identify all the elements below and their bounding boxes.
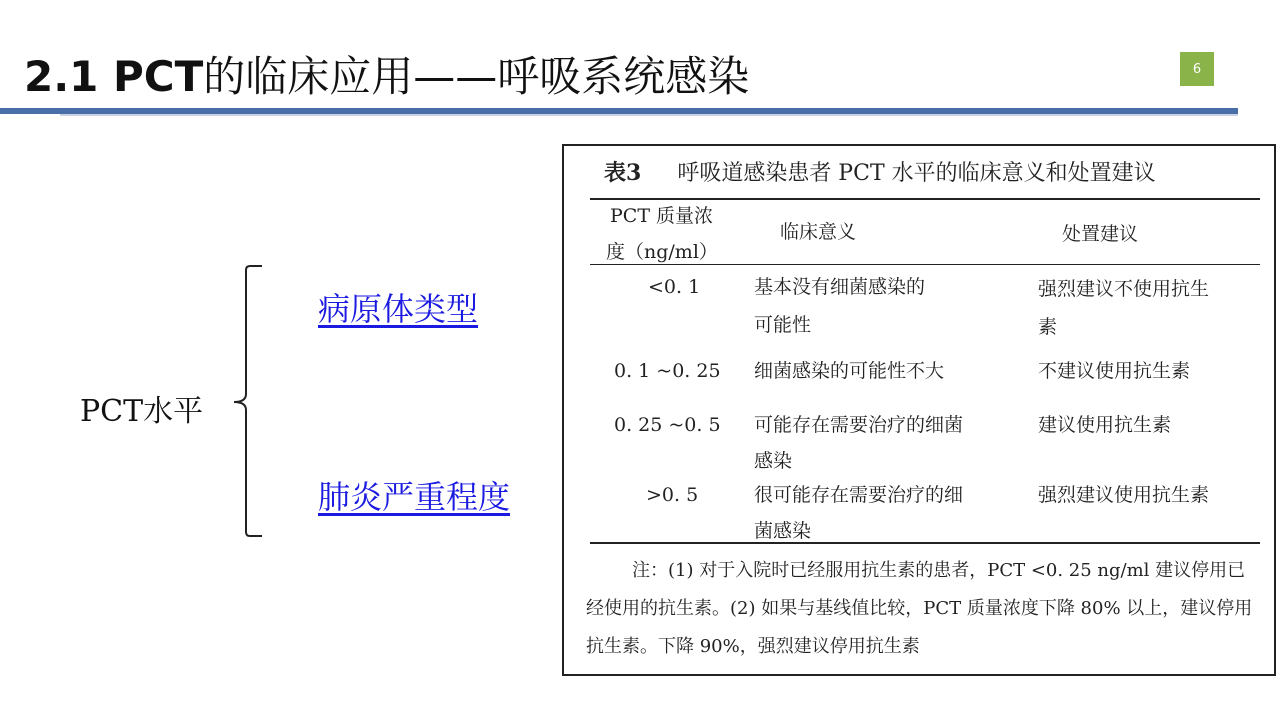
- header-col-range-line1: PCT 质量浓: [610, 205, 714, 227]
- table-caption-text: 呼吸道感染患者 PCT 水平的临床意义和处置建议: [677, 161, 1156, 186]
- table-bottom-rule: [590, 542, 1260, 544]
- brace-connector: [228, 262, 268, 542]
- slide-title-prefix: 2.1 PCT: [24, 52, 204, 101]
- page-number-badge: 6: [1180, 52, 1214, 86]
- row1-advice-line1: 强烈建议不使用抗生: [1038, 278, 1210, 300]
- row4-advice: 强烈建议使用抗生素: [1038, 484, 1210, 506]
- table-caption: [604, 156, 1156, 187]
- row2-meaning: 细菌感染的可能性不大: [754, 360, 945, 382]
- row2-range: 0. 1 ~0. 25: [614, 360, 721, 382]
- title-underline-shadow: [60, 114, 1238, 116]
- table-number: 表3: [604, 160, 642, 186]
- row4-meaning-line2: 菌感染: [754, 520, 812, 542]
- row3-meaning-line1: 可能存在需要治疗的细菌: [754, 414, 964, 436]
- link-pneumonia-severity[interactable]: 肺炎严重程度: [318, 478, 511, 516]
- row3-meaning-line2: 感染: [754, 450, 793, 472]
- row4-range: >0. 5: [646, 484, 699, 506]
- row4-meaning-line1: 很可能存在需要治疗的细: [754, 484, 964, 506]
- row1-meaning-line2: 可能性: [754, 314, 812, 336]
- link-pathogen-type[interactable]: 病原体类型: [318, 290, 479, 328]
- slide-title: [24, 44, 749, 104]
- header-col-meaning: 临床意义: [780, 221, 857, 243]
- table-header-rule: [590, 264, 1260, 265]
- header-col-advice: 处置建议: [1062, 223, 1139, 245]
- pct-level-label: PCT水平: [80, 394, 204, 429]
- pct-table-image: [562, 144, 1276, 676]
- table-note: 注：(1) 对于入院时已经服用抗生素的患者，PCT <0. 25 ng/ml 建议停用已经使用的抗生素。(2) 如果与基线值比较，PCT 质量浓度下降 80% 以上，建议停用抗生素。下降 90%，强烈建议停用抗生素: [586, 560, 1253, 657]
- row3-advice: 建议使用抗生素: [1038, 414, 1172, 436]
- slide-title-suffix: 的临床应用——呼吸系统感染: [203, 52, 750, 101]
- row1-range: <0. 1: [648, 276, 701, 298]
- row3-range: 0. 25 ~0. 5: [614, 414, 721, 436]
- header-col-range: [606, 198, 718, 270]
- header-col-range-line2: 度（ng/ml）: [606, 241, 718, 263]
- row1-advice-line2: 素: [1038, 316, 1058, 338]
- row1-meaning-line1: 基本没有细菌感染的: [754, 276, 926, 298]
- row2-advice: 不建议使用抗生素: [1038, 360, 1191, 382]
